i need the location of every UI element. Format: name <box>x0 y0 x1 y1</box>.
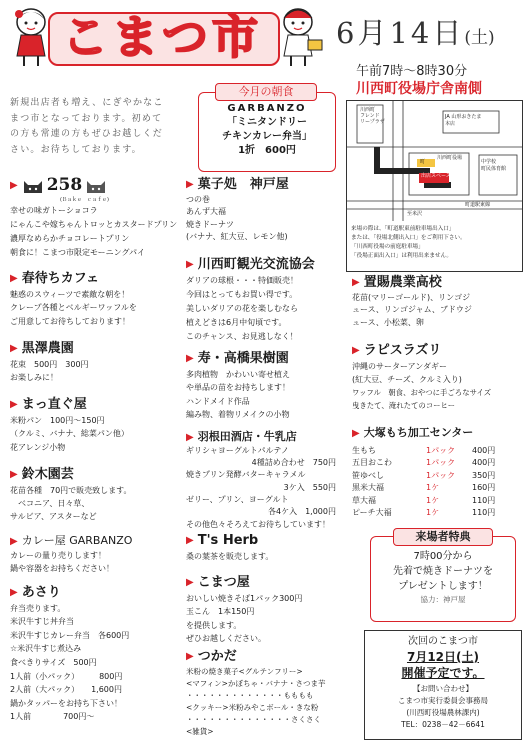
price-row <box>352 470 522 483</box>
price-row <box>352 457 522 470</box>
product-name: 生もち <box>352 445 376 455</box>
shop-komatsuya <box>186 574 346 646</box>
shop-heading <box>186 532 346 550</box>
bonus-line: プレゼントします！ <box>398 581 488 592</box>
contact-line: こまつ市実行委員会事務局 <box>398 696 488 705</box>
product-price: 400円 <box>472 458 496 468</box>
triangle-icon: ▶ <box>10 273 18 285</box>
price-row <box>352 482 522 495</box>
girl-with-basket-icon <box>276 4 326 68</box>
triangle-icon: ▶ <box>10 179 18 191</box>
product-price: 400円 <box>472 445 496 455</box>
map-label-gym: 町 <box>420 159 426 165</box>
intro-text <box>10 96 164 158</box>
weekday-text: (土) <box>464 28 495 48</box>
item-line: お楽しみに！ <box>10 373 58 383</box>
item-line: 各4ケ入 1,000円 <box>268 507 336 517</box>
item-line: ぜひお越しください。 <box>186 634 266 644</box>
intro-line: 新規出店者も増え、にぎやかなこ <box>10 98 164 108</box>
product-qty: 1ケ <box>426 508 440 518</box>
product-price: 110円 <box>472 495 496 505</box>
header-banner <box>6 2 328 70</box>
intro-line: まつ市となっております。初めて <box>10 113 163 124</box>
breakfast-heading: 今月の朝食 <box>215 83 317 101</box>
item-line: ハンドメイド作品 <box>186 396 250 406</box>
shop-name: ラピスラズリ <box>363 343 442 358</box>
item-line: 1人前 700円～ <box>10 712 95 722</box>
date-text: 6月14日 <box>336 16 465 50</box>
shop-tsukada <box>186 648 346 738</box>
item-line: 米沢牛すじカレー弁当 各600円 <box>10 630 130 640</box>
item-line: <雑貨> <box>186 726 214 736</box>
contact-heading: 【お問い合わせ】 <box>413 684 473 693</box>
item-line: 美しいダリアの花を楽しむなら <box>186 303 298 313</box>
shop-haru-cafe <box>10 270 185 328</box>
shop-name: 大塚もち加工センター <box>363 426 474 439</box>
map-note-line: または、「役場北側出入口」をご利用下さい。 <box>351 235 466 241</box>
triangle-icon: ▶ <box>10 469 18 481</box>
map-label-shop-space: 出店スペース <box>421 173 451 179</box>
item-line: や単品の苗をお持ちします！ <box>186 383 290 393</box>
map-label-direction: 至米沢 <box>407 211 423 217</box>
triangle-icon: ▶ <box>186 431 194 443</box>
item-line: 1人前（小パック） 800円 <box>10 671 123 681</box>
price-row <box>352 445 522 458</box>
map-label-road: 町道駅東線 <box>465 202 491 208</box>
item-line: つの巻 <box>186 194 210 204</box>
product-name: 黒米大福 <box>352 483 384 493</box>
item-line: 花束 500円 300円 <box>10 359 89 369</box>
bonus-line: 7時00分から <box>413 551 473 562</box>
item-line: 多肉植物 かわいい寄せ植え <box>186 369 290 379</box>
next-event-box <box>364 630 522 740</box>
price-row <box>352 495 522 508</box>
item-line: <クッキー>米粉みやこボール・きな粉 <box>186 702 319 712</box>
item-line: 2人前（大パック） 1,600円 <box>10 685 122 695</box>
item-line: あんず大福 <box>186 207 226 217</box>
map-note-line: 「役場正面出入口」は利用出来ません。 <box>351 253 453 259</box>
item-line: 4種詰め合わせ 750円 <box>251 458 336 468</box>
item-line: 米沢牛すじ丼弁当 <box>10 617 74 627</box>
shop-logo: 258 <box>46 175 83 195</box>
breakfast-item: チキンカレー弁当」 <box>222 131 312 142</box>
shop-heading <box>186 430 346 445</box>
map-label-school: 中学校 町民体育館 <box>481 159 507 172</box>
item-line: 花苗各種 70円で販売致します。 <box>10 485 132 495</box>
shop-name: あさり <box>21 585 61 600</box>
shop-name: 川西町観光交流協会 <box>197 257 315 272</box>
item-line: 花アレンジ小物 <box>10 442 66 452</box>
item-line: 焼きドーナツ <box>186 219 234 229</box>
item-line: ワッフル 朝食、おやつに手ごろなサイズ <box>352 387 492 397</box>
item-line: ュース、リンゴジャム、ブドウジ <box>352 305 472 315</box>
bonus-title: 来場者特典 <box>393 528 493 546</box>
item-line: 玉こん 1本150円 <box>186 607 255 617</box>
item-line: (バナナ、紅大豆、レモン他) <box>186 232 288 242</box>
cat-icon <box>22 177 44 193</box>
item-line: ベコニア、日々草、 <box>18 498 90 508</box>
item-line: 幸せの味ガトーショコラ <box>10 205 98 215</box>
product-qty: 1パック <box>426 445 456 455</box>
item-line: ・・・・・・・・・・・・・もももも <box>186 690 314 700</box>
event-date <box>336 14 495 53</box>
shop-name: 菓子処 神戸屋 <box>197 177 289 192</box>
contact-phone: TEL：0238－42－6641 <box>401 720 485 729</box>
item-line: ュース、小松菜、卵 <box>352 317 424 327</box>
shop-heading <box>186 574 346 592</box>
triangle-icon: ▶ <box>10 343 18 355</box>
shop-heading <box>10 534 185 549</box>
shop-name: つかだ <box>197 649 237 664</box>
shop-massugu <box>10 396 185 454</box>
item-line: ゼリー、プリン、ヨーグルト <box>186 495 289 505</box>
event-time: 午前7時～8時30分 <box>356 64 468 79</box>
item-line: 花苗(マリーゴールド)、リンゴジ <box>352 292 471 302</box>
item-line: クレープ各種とベルギーワッフルを <box>10 303 137 313</box>
item-line: おいしい焼きそば1パック300円 <box>186 593 303 603</box>
product-qty: 1ケ <box>426 483 440 493</box>
shop-name: 黒澤農園 <box>21 341 74 356</box>
shop-okitama <box>352 274 522 329</box>
shop-suzuki <box>10 466 185 523</box>
item-line: 食べきりサイズ 500円 <box>10 657 97 667</box>
product-name: 笹ゆべし <box>352 470 384 480</box>
breakfast-price: 1折 600円 <box>238 145 296 156</box>
map-note-line: 来場の際は、「町道駅東前駐車場出入口」 <box>351 226 455 232</box>
breakfast-item: 「ミニタンドリー <box>227 117 307 128</box>
cat-icon <box>85 177 107 193</box>
venue-map <box>346 100 523 272</box>
shop-heading <box>186 350 346 368</box>
item-line: (紅大豆、チーズ、クルミ入り) <box>352 374 462 384</box>
item-line: ☆米沢牛すじ煮込み <box>10 644 82 654</box>
product-name: ピーチ大福 <box>352 508 392 518</box>
price-list <box>352 445 522 520</box>
item-line: （クルミ、バナナ、総菜パン他） <box>10 429 129 439</box>
event-venue: 川西町役場庁舎南側 <box>356 81 482 97</box>
shop-heading <box>186 176 346 194</box>
next-line: 開催予定です。 <box>401 666 485 680</box>
shop-name: 羽根田酒店・牛乳店 <box>197 430 297 443</box>
product-qty: 1ケ <box>426 495 440 505</box>
shop-lapis <box>352 342 522 412</box>
item-line: 沖縄のサーターアンダギー <box>352 361 447 371</box>
shop-haneda <box>186 430 346 531</box>
item-line: 今回はとってもお買い得です。 <box>186 289 298 299</box>
product-price: 160円 <box>472 483 496 493</box>
shop-heading <box>10 340 185 358</box>
shop-name: まっ直ぐ屋 <box>21 397 87 412</box>
item-line: 魅惑のスウィーツで素敵な朝を！ <box>10 289 130 299</box>
triangle-icon: ▶ <box>352 277 360 289</box>
contact-line: (川西町役場農林課内) <box>406 708 480 717</box>
product-name: 草大福 <box>352 495 376 505</box>
item-line: 植えどきは6月中旬頃です。 <box>186 317 287 327</box>
map-label-ja-bank: JA 山形おきたま 本店 <box>445 114 482 127</box>
shop-kurosawa <box>10 340 185 385</box>
triangle-icon: ▶ <box>186 577 194 589</box>
triangle-icon: ▶ <box>186 179 194 191</box>
shop-subtitle: (Ｂａｋｅ ｃａｆｅ) <box>60 196 109 203</box>
item-line: 米粉パン 100円～150円 <box>10 415 105 425</box>
product-name: 五目おこわ <box>352 458 392 468</box>
item-line: 鍋や容器をお持ちください！ <box>10 564 114 574</box>
shop-heading <box>186 256 346 274</box>
bonus-line: 先着で焼きドーナツを <box>393 566 493 577</box>
item-line: 濃厚なめらかチョコレートプリン <box>10 233 130 243</box>
item-line: 曳きたて、淹れたてのコーヒー <box>352 400 456 410</box>
shop-heading <box>10 174 185 197</box>
triangle-icon: ▶ <box>186 353 194 365</box>
item-line: ご用意してお待ちしております！ <box>10 316 130 326</box>
shop-heading <box>10 584 185 602</box>
shop-takahashi <box>186 350 346 422</box>
triangle-icon: ▶ <box>352 345 360 357</box>
intro-line: さい。お待ちしております。 <box>10 144 142 155</box>
shop-heading <box>10 396 185 414</box>
item-line: <マフィン>かぼちゃ・バナナ・さつま芋 <box>186 678 326 688</box>
shop-curry <box>10 534 185 576</box>
shop-heading <box>10 270 185 288</box>
shop-name: 鈴木園芸 <box>21 467 74 482</box>
item-line: 3ケ入 550円 <box>283 482 336 492</box>
bonus-sponsor: 協力：神戸屋 <box>420 595 466 604</box>
item-line: 弁当売ります。 <box>10 603 66 613</box>
shop-ts-herb <box>186 532 346 564</box>
item-line: サルビア、アスターなど <box>10 511 97 521</box>
shop-otsuka <box>352 426 522 520</box>
next-date: 7月12日(土) <box>406 650 480 664</box>
shop-name: 春待ちカフェ <box>21 271 100 286</box>
triangle-icon: ▶ <box>10 587 18 599</box>
shop-name: カレー屋 GARBANZO <box>21 534 133 547</box>
item-line: を提供します。 <box>186 620 242 630</box>
product-qty: 1パック <box>426 458 456 468</box>
item-line: その他色々そろえてお待ちしています！ <box>186 519 330 529</box>
product-price: 350円 <box>472 470 496 480</box>
shop-heading <box>10 466 185 484</box>
map-note-line: 「川西町役場の前庭駐車場」 <box>351 244 424 250</box>
item-line: 朝食に！こまつ市限定モーニングパイ <box>10 247 146 257</box>
shop-name: T's Herb <box>197 533 259 548</box>
page-title: こまつ市 <box>62 10 262 64</box>
next-line: 次回のこまつ市 <box>408 636 478 647</box>
shop-kobeya <box>186 176 346 244</box>
shop-heading <box>186 648 346 666</box>
triangle-icon: ▶ <box>186 259 194 271</box>
intro-line: の方も常連の方もぜひお越しくだ <box>10 129 164 139</box>
map-note <box>351 225 466 261</box>
shop-258 <box>10 174 185 260</box>
triangle-icon: ▶ <box>186 651 194 663</box>
map-label-friend-plaza: 川西町 フレンド リープラザ <box>360 107 385 125</box>
shop-name: こまつ屋 <box>197 575 250 590</box>
breakfast-shop: GARBANZO <box>227 103 307 114</box>
item-line: にゃんこや嫁ちゃんトロッとカスタードプリン <box>10 219 178 229</box>
product-qty: 1パック <box>426 470 456 480</box>
shop-kanko-kyokai <box>186 256 346 344</box>
item-line: このチャンス、お見逃しなく！ <box>186 331 298 341</box>
product-price: 110円 <box>472 508 496 518</box>
item-line: 編み物、着物リメイクの小物 <box>186 410 290 420</box>
item-line: 焼きプリン発酵バターキャラメル <box>186 470 306 480</box>
breakfast-box <box>198 85 336 172</box>
item-line: 米粉の焼き菓子<グルテンフリー> <box>186 666 303 676</box>
shop-heading <box>352 274 522 292</box>
item-line: カレーの量り売りします！ <box>10 550 106 560</box>
shop-name: 置賜農業高校 <box>363 275 442 290</box>
shop-heading <box>352 342 522 360</box>
triangle-icon: ▶ <box>10 399 18 411</box>
price-row <box>352 507 522 520</box>
triangle-icon: ▶ <box>352 427 360 439</box>
bonus-box <box>370 530 516 622</box>
shop-asari <box>10 584 185 724</box>
triangle-icon: ▶ <box>186 535 194 547</box>
item-line: 鍋かタッパーをお持ち下さい！ <box>10 698 122 708</box>
triangle-icon: ▶ <box>10 535 18 547</box>
shop-heading <box>352 426 522 441</box>
map-label-town-office: 川西町役場 <box>437 155 463 161</box>
shop-name: 寿・高橋果樹園 <box>197 351 289 366</box>
item-line: ギリシャヨーグルトパルテノ <box>186 445 289 455</box>
girl-mascot-icon <box>10 4 52 68</box>
item-line: 桑の葉茶を販売します。 <box>186 551 274 561</box>
item-line: ・・・・・・・・・・・・・・さくさく <box>186 714 321 724</box>
item-line: ダリアの球根・・・特価販売！ <box>186 275 298 285</box>
